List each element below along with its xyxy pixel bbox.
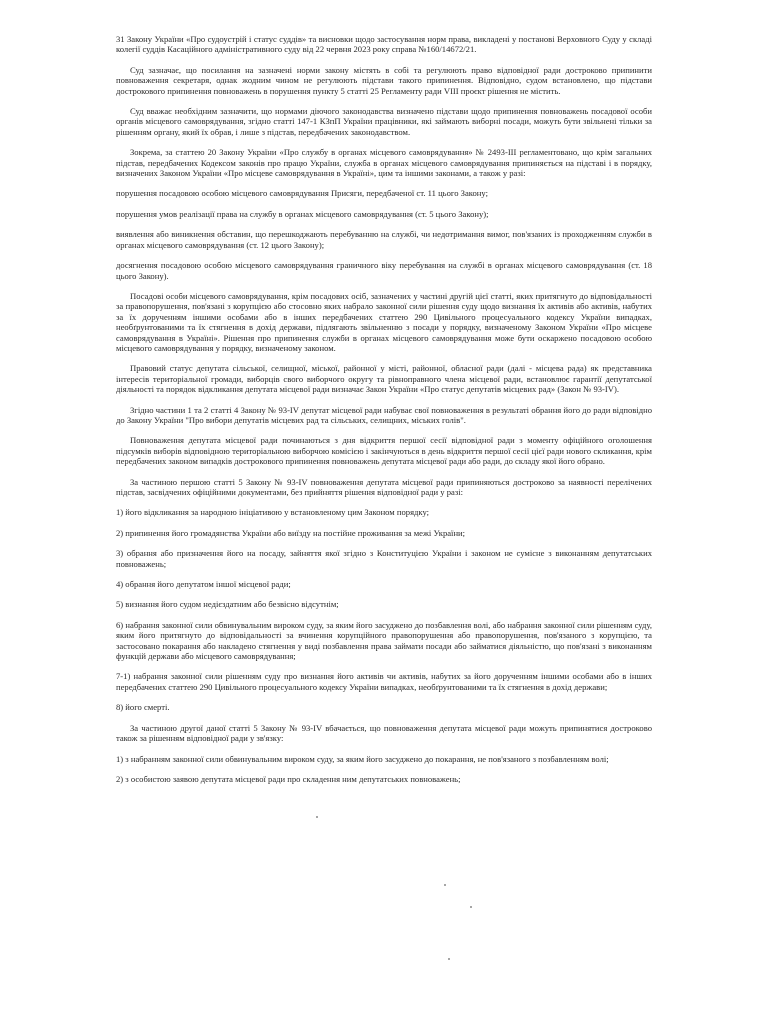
paragraph: Повноваження депутата місцевої ради починаються з дня відкриття першої сесії відповідної ради з моменту офіційного оголошення підсумків виборів відповідною територіальною виборчою комісією і закінчуються в день відкриття першої сесії цієї ради нового скликання, крім передбачених законом випадків дострокового припинення повноважень депутата місцевої ради або ради, до складу якої його обрано. <box>116 435 652 467</box>
list-item: виявлення або виникнення обставин, що перешкоджають перебуванню на службі, чи недотримання вимог, пов'язаних із проходженням служби в органах місцевого самоврядування (ст. 12 цього Закону); <box>116 229 652 250</box>
paragraph: За частиною першою статті 5 Закону № 93-IV повноваження депутата місцевої ради припиняються достроково за наявності перелічених підстав, засвідчених офіційними документами, без прийняття рішення відповідної ради у разі: <box>116 476 652 497</box>
list-item: 7-1) набрання законної сили рішенням суду про визнання його активів чи активів, набутих за його дорученням іншими особами або в інших передбачених статтею 290 Цивільного процесуального кодексу України випадках, необґрунтованими та їх стягнення в дохід держави; <box>116 671 652 692</box>
list-item: 6) набрання законної сили обвинувальним вироком суду, за яким його засуджено до позбавлення волі, або набрання законної сили рішенням суду, яким його притягнуто до відповідальності за вчинення корупційного правопорушення або правопорушення, пов'язаного з корупцією, та застосовано покарання або накладено стягнення у виді позбавлення права займати посади або займатися діяльністю, що пов'язані з виконанням функцій держави або місцевого самоврядування; <box>116 619 652 662</box>
list-item: 8) його смерті. <box>116 702 170 713</box>
list-item: 1) з набранням законної сили обвинувальним вироком суду, за яким його засуджено до покарання, не пов'язаного з позбавленням волі; <box>116 753 609 764</box>
paragraph: Суд вважає необхідним зазначити, що нормами діючого законодавства визначено підстави щодо припинення повноважень посадової особи органів місцевого самоврядування, згідно статті 147-1 КЗпП України працівники, які займають виборні посади, можуть бути звільнені тільки за рішенням органу, який їх обрав, і лише з підстав, передбачених законодавством. <box>116 106 652 137</box>
list-item: 1) його відкликання за народною ініціативою у встановленому цим Законом порядку; <box>116 507 430 518</box>
document-page <box>116 34 652 794</box>
list-item: порушення умов реалізації права на службу в органах місцевого самоврядування (ст. 5 цього Закону); <box>116 208 489 219</box>
paragraph: Суд зазначає, що посилання на зазначені норми закону містять в собі та регулюють право відповідної ради достроково припинити повноваження секретаря, однак жодним чином не регулюють підстави такого припинення. Відповідно, судом встановлено, що підстави дострокового припинення повноважень в порушення пункту 5 статті 25 Регламенту ради VIII проєкт рішення не містить. <box>116 64 652 96</box>
paragraph: Зокрема, за статтею 20 Закону України «Про службу в органах місцевого самоврядування» № 2493-III регламентовано, що крім загальних підстав, передбачених Кодексом законів про працю України, служба в органах місцевого самоврядування припиняється на підставі і в порядку, визначених Законом України «Про місцеве самоврядування в Україні», цим та іншими законами, а також у разі: <box>116 147 652 179</box>
list-item: 2) з особистою заявою депутата місцевої ради про складення ним депутатських повноважень; <box>116 773 461 784</box>
paragraph: За частиною другої даної статті 5 Закону № 93-IV вбачається, що повноваження депутата місцевої ради можуть припинятися достроково також за рішенням відповідної ради у зв'язку: <box>116 722 652 744</box>
scan-speck <box>448 958 450 960</box>
list-item: 3) обрання або призначення його на посаду, зайняття якої згідно з Конституцією України і законом не сумісне з виконанням депутатських повноважень; <box>116 548 652 569</box>
paragraph: 31 Закону України «Про судоустрій і статус суддів» та висновки щодо застосування норм права, викладені у постанові Верховного Суду у складі колегії суддів Касаційного адміністративного суду від 22 червня 2023 року справа №160/14672/21. <box>116 34 652 55</box>
paragraph: Згідно частини 1 та 2 статті 4 Закону № 93-IV депутат місцевої ради набуває свої повноваження в результаті обрання його до ради відповідно до Закону України "Про вибори депутатів місцевих рад та сільських, селищних, міських голів". <box>116 404 652 425</box>
scan-speck <box>444 884 446 886</box>
scan-speck <box>316 816 318 818</box>
list-item: 2) припинення його громадянства України або виїзду на постійне проживання за межі України; <box>116 527 466 538</box>
list-item: порушення посадовою особою місцевого самоврядування Присяги, передбаченої ст. 11 цього Закону; <box>116 188 488 199</box>
scan-speck <box>470 906 472 908</box>
list-item: 5) визнання його судом недієздатним або безвісно відсутнім; <box>116 599 339 610</box>
list-item: досягнення посадовою особою місцевого самоврядування граничного віку перебування на службі в органах місцевого самоврядування (ст. 18 цього Закону). <box>116 260 652 281</box>
paragraph: Посадові особи місцевого самоврядування, крім посадових осіб, зазначених у частині другій цієї статті, яких притягнуто до відповідальності за правопорушення, пов'язані з корупцією або стосовно яких набрало законної сили рішення суду щодо визнання їх активів або активів, набутих за їх дорученням іншими особами або в інших передбачених статтею 290 Цивільного процесуального кодексу України випадках, необґрунтованими та їх стягнення в дохід держави, підлягають звільненню з посади у порядку, визначеному Законом України «Про місцеве самоврядування в Україні». Рішення про припинення служби в органах місцевого самоврядування може бути оскаржено посадовою особою місцевого самоврядування у порядку, визначеному законом. <box>116 290 652 353</box>
list-item: 4) обрання його депутатом іншої місцевої ради; <box>116 579 291 590</box>
paragraph: Правовий статус депутата сільської, селищної, міської, районної у місті, районної, обласної ради (далі - місцева рада) як представника інтересів територіальної громади, виборців свого виборчого округу та рівноправного члена місцевої ради, встановлює гарантії депутатської діяльності та порядок відкликання депутата місцевої ради визначає Закон України «Про статус депутатів місцевих рад» (Закон № 93-IV). <box>116 363 652 395</box>
